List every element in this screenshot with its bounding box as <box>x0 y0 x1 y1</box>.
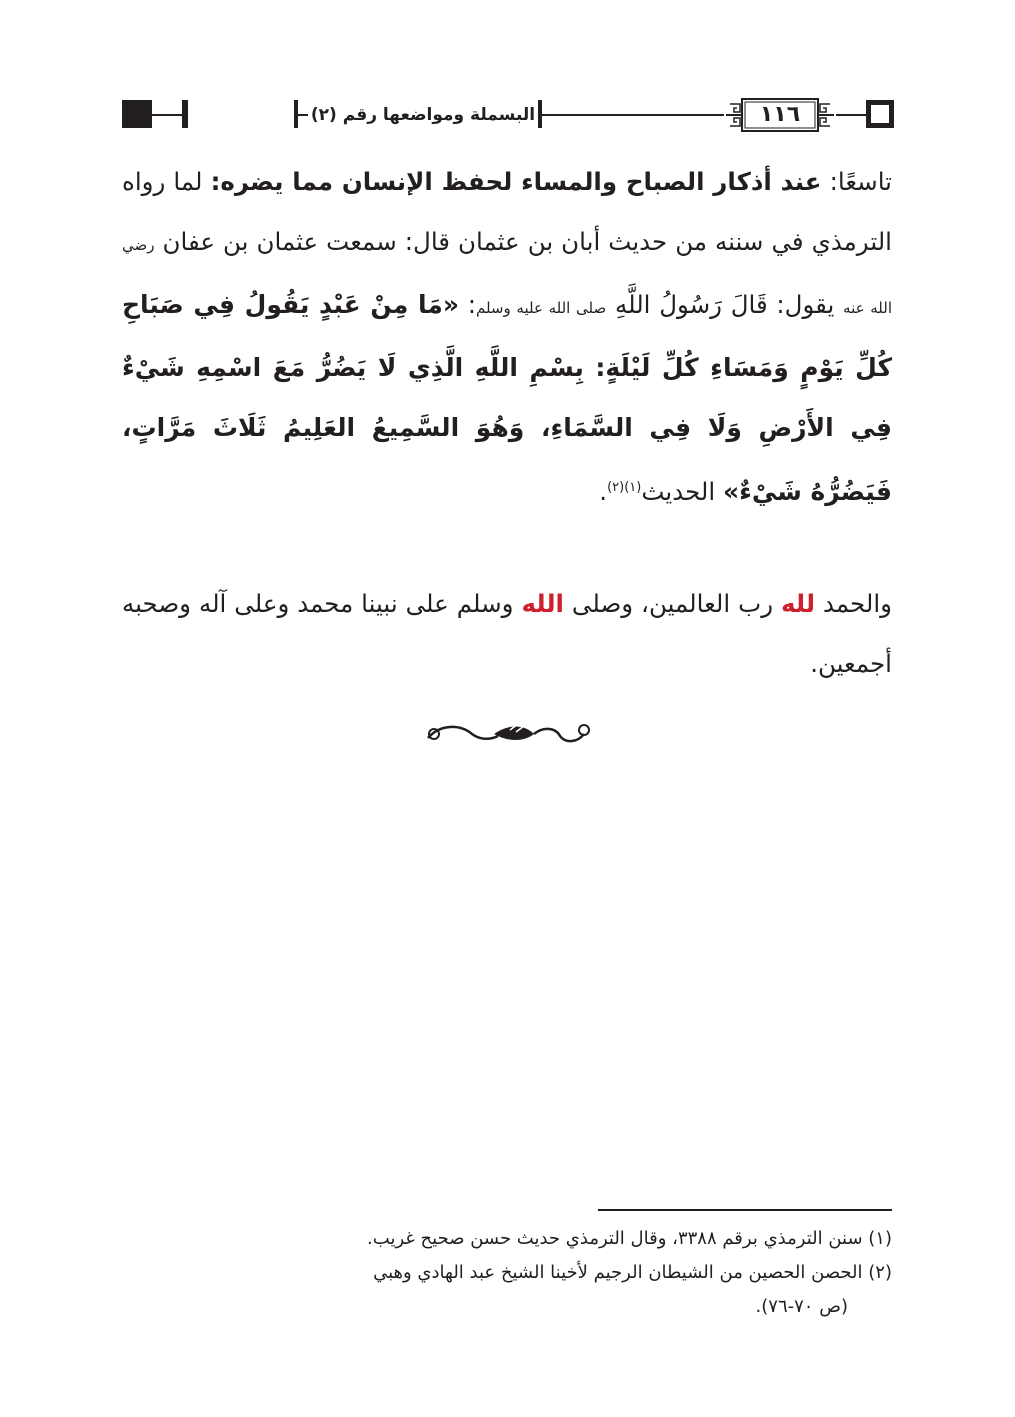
ornament-divider-icon <box>420 716 596 752</box>
header-rule <box>298 114 308 116</box>
footnote-2-continued: (ص ٧٠-٧٦). <box>755 1296 848 1317</box>
header-block-ornament <box>122 100 152 128</box>
divine-name: الله <box>521 589 564 618</box>
page-number-frame <box>724 96 836 134</box>
header-bar-ornament <box>182 100 188 128</box>
footnote-divider <box>598 1209 892 1211</box>
header-rule-middle <box>542 114 724 116</box>
section-heading: عند أذكار الصباح والمساء لحفظ الإنسان مما يضره: <box>210 167 822 196</box>
footnote-1: (١) سنن الترمذي برقم ٣٣٨٨، وقال الترمذي حديث حسن صحيح غريب. <box>367 1228 892 1249</box>
closing-text-3: وسلم على نبينا محمد وعلى آله وصحبه أجمعين. <box>122 589 892 678</box>
footnote-2: (٢) الحصن الحصين من الشيطان الرجيم لأخينا الشيخ عبد الهادي وهبي <box>373 1262 892 1283</box>
closing-text-1: والحمد <box>823 589 892 618</box>
hadith-tail: الحديث <box>641 477 716 507</box>
honorific-salla: صلى الله عليه وسلم <box>475 299 607 317</box>
divine-name: لله <box>781 589 816 618</box>
closing-text-2: رب العالمين، وصلى <box>571 589 774 618</box>
section-label: تاسعًا: <box>829 167 892 196</box>
main-paragraph <box>122 152 892 522</box>
footnotes <box>122 1222 892 1324</box>
header-title: البسملة ومواضعها رقم (٢) <box>308 100 538 130</box>
page-number: ١١٦ <box>759 102 801 127</box>
footnote-reference: (١)(٢) <box>607 480 642 495</box>
header-square-ornament <box>866 100 894 128</box>
header-rule-right <box>836 114 866 116</box>
end-period: . <box>599 477 608 507</box>
honorific-radiallahu: رضي الله عنه <box>122 236 892 317</box>
intro-text-2: يقول: قَالَ رَسُولُ اللَّهِ <box>614 290 835 319</box>
intro-text: لما رواه الترمذي في سننه من حديث أبان بن عثمان قال: سمعت عثمان بن عفان <box>122 167 892 256</box>
running-header <box>122 94 892 136</box>
closing-paragraph <box>122 574 892 694</box>
hadith-text: «مَا مِنْ عَبْدٍ يَقُولُ فِي صَبَاحِ كُلِّ يَوْمٍ وَمَسَاءِ كُلِّ لَيْلَةٍ: بِسْمِ اللَّهِ الَّذِي لَا يَضُرُّ مَعَ اسْمِهِ شَيْءٌ فِي الأَرْضِ وَلَا فِي السَّمَاءِ، وَهُوَ السَّمِيعُ العَلِيمُ ثَلَاثَ مَرَّاتٍ، فَيَضُرُّهُ شَيْءٌ» <box>122 290 892 507</box>
colon: : <box>467 290 476 319</box>
header-rule-left <box>152 114 182 116</box>
